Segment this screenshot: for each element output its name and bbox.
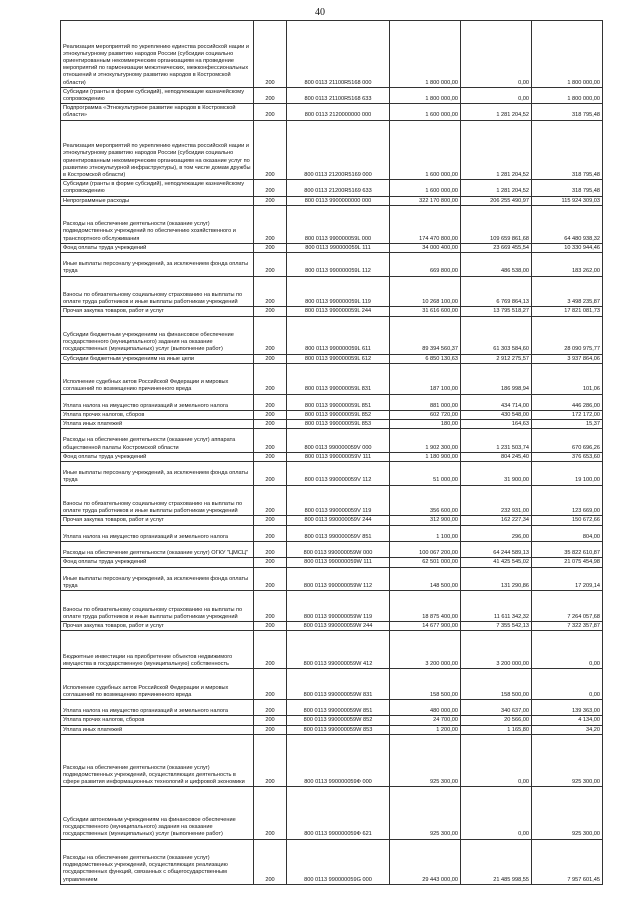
remainder-amount-cell: 34,20 xyxy=(532,725,603,734)
line-code-cell: 200 xyxy=(254,363,287,394)
table-row xyxy=(61,525,603,541)
table-row xyxy=(61,567,603,591)
expense-name-cell: Уплата прочих налогов, сборов xyxy=(61,410,254,419)
expense-name-cell: Уплата налога на имущество организаций и земельного налога xyxy=(61,525,254,541)
table-row xyxy=(61,410,603,419)
expense-name-cell: Прочая закупка товаров, работ и услуг xyxy=(61,516,254,525)
expense-name-cell: Реализация мероприятий по укреплению единства российской нации и этнокультурному развитию народов России (субсидии социально ориентированным некоммерческим организациям на оказание услуг по развитию этнокультурной инфраструктуры), в том числе домам дружбы в Костромской области) xyxy=(61,120,254,180)
remainder-amount-cell: 21 075 454,98 xyxy=(532,558,603,567)
line-code-cell: 200 xyxy=(254,21,287,88)
expense-name-cell: Субсидии бюджетным учреждениям на иные цели xyxy=(61,354,254,363)
approved-amount-cell: 100 067 200,00 xyxy=(390,542,461,558)
expense-name-cell: Расходы на обеспечение деятельности (оказание услуг) подведомственных учреждений, осуществляющих реализацию государственных функций, связанных с общегосударственным управлением xyxy=(61,839,254,884)
approved-amount-cell: 34 000 400,00 xyxy=(390,243,461,252)
remainder-amount-cell: 7 957 601,45 xyxy=(532,839,603,884)
executed-amount-cell: 1 231 503,74 xyxy=(461,429,532,453)
remainder-amount-cell: 3 937 864,06 xyxy=(532,354,603,363)
expense-name-cell: Субсидии бюджетным учреждениям на финансовое обеспечение государственного (муниципального) задания на оказание государственных (муниципальных) услуг (выполнение работ) xyxy=(61,316,254,354)
expense-name-cell: Взносы по обязательному социальному страхованию на выплаты по оплате труда работников и иные выплаты работникам учреждений xyxy=(61,485,254,516)
table-row xyxy=(61,363,603,394)
table-row xyxy=(61,669,603,700)
line-code-cell: 200 xyxy=(254,180,287,196)
approved-amount-cell: 1 800 000,00 xyxy=(390,87,461,103)
approved-amount-cell: 1 600 000,00 xyxy=(390,120,461,180)
remainder-amount-cell: 1 800 000,00 xyxy=(532,21,603,88)
approved-amount-cell: 180,00 xyxy=(390,420,461,429)
remainder-amount-cell: 15,37 xyxy=(532,420,603,429)
table-row xyxy=(61,542,603,558)
executed-amount-cell: 1 165,80 xyxy=(461,725,532,734)
table-row xyxy=(61,87,603,103)
approved-amount-cell: 669 800,00 xyxy=(390,252,461,276)
budget-code-cell: 800 0113 990000059W 853 xyxy=(287,725,390,734)
line-code-cell: 200 xyxy=(254,725,287,734)
table-row xyxy=(61,243,603,252)
line-code-cell: 200 xyxy=(254,196,287,205)
remainder-amount-cell: 0,00 xyxy=(532,631,603,669)
executed-amount-cell: 1 281 204,52 xyxy=(461,104,532,120)
executed-amount-cell: 186 998,94 xyxy=(461,363,532,394)
approved-amount-cell: 1 600 000,00 xyxy=(390,180,461,196)
executed-amount-cell: 0,00 xyxy=(461,87,532,103)
expense-name-cell: Бюджетные инвестиции на приобретение объектов недвижимого имущества в государственную (муниципальную) собственность xyxy=(61,631,254,669)
remainder-amount-cell: 318 795,48 xyxy=(532,104,603,120)
line-code-cell: 200 xyxy=(254,669,287,700)
budget-code-cell: 800 0113 990000059W 852 xyxy=(287,716,390,725)
budget-code-cell: 800 0113 990000059L 112 xyxy=(287,252,390,276)
approved-amount-cell: 62 501 000,00 xyxy=(390,558,461,567)
executed-amount-cell: 296,00 xyxy=(461,525,532,541)
budget-code-cell: 800 0113 21100R5168 633 xyxy=(287,87,390,103)
approved-amount-cell: 174 470 800,00 xyxy=(390,205,461,243)
expense-name-cell: Фонд оплаты труда учреждений xyxy=(61,243,254,252)
table-row xyxy=(61,104,603,120)
budget-code-cell: 800 0113 990000059W 000 xyxy=(287,542,390,558)
executed-amount-cell: 131 290,86 xyxy=(461,567,532,591)
line-code-cell: 200 xyxy=(254,558,287,567)
line-code-cell: 200 xyxy=(254,699,287,715)
approved-amount-cell: 158 500,00 xyxy=(390,669,461,700)
budget-code-cell: 800 0113 21200R5169 000 xyxy=(287,120,390,180)
remainder-amount-cell: 123 669,00 xyxy=(532,485,603,516)
remainder-amount-cell: 4 134,00 xyxy=(532,716,603,725)
approved-amount-cell: 14 677 900,00 xyxy=(390,621,461,630)
executed-amount-cell: 20 566,00 xyxy=(461,716,532,725)
remainder-amount-cell: 139 363,00 xyxy=(532,699,603,715)
line-code-cell: 200 xyxy=(254,87,287,103)
budget-code-cell: 800 0113 990000059W 119 xyxy=(287,591,390,622)
expense-name-cell: Уплата прочих налогов, сборов xyxy=(61,716,254,725)
table-row xyxy=(61,558,603,567)
table-row xyxy=(61,516,603,525)
executed-amount-cell: 430 548,00 xyxy=(461,410,532,419)
remainder-amount-cell: 150 672,66 xyxy=(532,516,603,525)
line-code-cell: 200 xyxy=(254,354,287,363)
remainder-amount-cell: 318 795,48 xyxy=(532,120,603,180)
expense-name-cell: Уплата налога на имущество организаций и земельного налога xyxy=(61,699,254,715)
expense-name-cell: Иные выплаты персоналу учреждений, за исключением фонда оплаты труда xyxy=(61,462,254,486)
budget-table-body xyxy=(61,21,603,885)
budget-code-cell: 800 0113 9900000000 000 xyxy=(287,196,390,205)
line-code-cell: 200 xyxy=(254,452,287,461)
table-row xyxy=(61,21,603,88)
approved-amount-cell: 10 268 100,00 xyxy=(390,276,461,307)
remainder-amount-cell: 101,06 xyxy=(532,363,603,394)
approved-amount-cell: 925 300,00 xyxy=(390,734,461,786)
line-code-cell: 200 xyxy=(254,205,287,243)
table-row xyxy=(61,276,603,307)
executed-amount-cell: 21 485 998,55 xyxy=(461,839,532,884)
table-row xyxy=(61,621,603,630)
remainder-amount-cell: 318 795,48 xyxy=(532,180,603,196)
approved-amount-cell: 3 200 000,00 xyxy=(390,631,461,669)
budget-code-cell: 800 0113 21100R5168 000 xyxy=(287,21,390,88)
approved-amount-cell: 31 616 600,00 xyxy=(390,307,461,316)
table-row xyxy=(61,307,603,316)
expense-name-cell: Иные выплаты персоналу учреждений, за исключением фонда оплаты труда xyxy=(61,567,254,591)
remainder-amount-cell: 115 924 309,03 xyxy=(532,196,603,205)
remainder-amount-cell: 35 822 610,87 xyxy=(532,542,603,558)
budget-table xyxy=(60,20,603,885)
table-row xyxy=(61,591,603,622)
budget-code-cell: 800 0113 990000059L 831 xyxy=(287,363,390,394)
budget-code-cell: 800 0113 990000059V 851 xyxy=(287,525,390,541)
expense-name-cell: Реализация мероприятий по укреплению единства российской нации и этнокультурному развитию народов России (субсидии социально ориентированным некоммерческим организациям на проведение мероприятий по гармонизации межэтнических, межконфессиональных отношений и этнокультурному развитию народов в Костромской области) xyxy=(61,21,254,88)
budget-code-cell: 800 0113 990000059W 112 xyxy=(287,567,390,591)
approved-amount-cell: 1 100,00 xyxy=(390,525,461,541)
expense-name-cell: Уплата налога на имущество организаций и земельного налога xyxy=(61,394,254,410)
table-row xyxy=(61,725,603,734)
remainder-amount-cell: 446 286,00 xyxy=(532,394,603,410)
expense-name-cell: Прочая закупка товаров, работ и услуг xyxy=(61,621,254,630)
line-code-cell: 200 xyxy=(254,252,287,276)
executed-amount-cell: 1 281 204,52 xyxy=(461,120,532,180)
executed-amount-cell: 232 931,00 xyxy=(461,485,532,516)
line-code-cell: 200 xyxy=(254,316,287,354)
executed-amount-cell: 0,00 xyxy=(461,787,532,839)
executed-amount-cell: 486 538,00 xyxy=(461,252,532,276)
remainder-amount-cell: 925 300,00 xyxy=(532,734,603,786)
approved-amount-cell: 24 700,00 xyxy=(390,716,461,725)
approved-amount-cell: 1 180 900,00 xyxy=(390,452,461,461)
executed-amount-cell: 109 659 861,68 xyxy=(461,205,532,243)
budget-code-cell: 800 0113 990000059L 119 xyxy=(287,276,390,307)
line-code-cell: 200 xyxy=(254,542,287,558)
line-code-cell: 200 xyxy=(254,525,287,541)
approved-amount-cell: 148 500,00 xyxy=(390,567,461,591)
expense-name-cell: Расходы на обеспечение деятельности (оказание услуг) ОГКУ "ЦМСЦ" xyxy=(61,542,254,558)
line-code-cell: 200 xyxy=(254,120,287,180)
table-row xyxy=(61,205,603,243)
expense-name-cell: Непрограммные расходы xyxy=(61,196,254,205)
remainder-amount-cell: 925 300,00 xyxy=(532,787,603,839)
remainder-amount-cell: 0,00 xyxy=(532,669,603,700)
remainder-amount-cell: 3 498 235,87 xyxy=(532,276,603,307)
budget-code-cell: 800 0113 2120000000 000 xyxy=(287,104,390,120)
budget-code-cell: 800 0113 990000059L 000 xyxy=(287,205,390,243)
approved-amount-cell: 89 394 560,37 xyxy=(390,316,461,354)
line-code-cell: 200 xyxy=(254,243,287,252)
remainder-amount-cell: 10 330 944,46 xyxy=(532,243,603,252)
executed-amount-cell: 164,63 xyxy=(461,420,532,429)
table-row xyxy=(61,699,603,715)
line-code-cell: 200 xyxy=(254,734,287,786)
expense-name-cell: Субсидии автономным учреждениям на финансовое обеспечение государственного (муниципального) задания на оказание государственных (муниципальных) услуг (выполнение работ) xyxy=(61,787,254,839)
budget-code-cell: 800 0113 990000059L 612 xyxy=(287,354,390,363)
remainder-amount-cell: 64 480 938,32 xyxy=(532,205,603,243)
table-row xyxy=(61,420,603,429)
executed-amount-cell: 1 281 204,52 xyxy=(461,180,532,196)
approved-amount-cell: 322 170 800,00 xyxy=(390,196,461,205)
line-code-cell: 200 xyxy=(254,591,287,622)
line-code-cell: 200 xyxy=(254,485,287,516)
line-code-cell: 200 xyxy=(254,462,287,486)
remainder-amount-cell: 28 090 975,77 xyxy=(532,316,603,354)
line-code-cell: 200 xyxy=(254,104,287,120)
remainder-amount-cell: 17 209,14 xyxy=(532,567,603,591)
approved-amount-cell: 51 000,00 xyxy=(390,462,461,486)
line-code-cell: 200 xyxy=(254,276,287,307)
executed-amount-cell: 6 769 864,13 xyxy=(461,276,532,307)
budget-code-cell: 800 0113 990000059W 851 xyxy=(287,699,390,715)
executed-amount-cell: 13 795 518,27 xyxy=(461,307,532,316)
table-row xyxy=(61,485,603,516)
line-code-cell: 200 xyxy=(254,631,287,669)
remainder-amount-cell: 172 172,00 xyxy=(532,410,603,419)
expense-name-cell: Взносы по обязательному социальному страхованию на выплаты по оплате труда работников и иные выплаты работникам учреждений xyxy=(61,276,254,307)
approved-amount-cell: 881 000,00 xyxy=(390,394,461,410)
page-number: 40 xyxy=(315,7,325,18)
remainder-amount-cell: 7 322 357,87 xyxy=(532,621,603,630)
line-code-cell: 200 xyxy=(254,787,287,839)
budget-code-cell: 800 0113 990000059V 000 xyxy=(287,429,390,453)
budget-code-cell: 800 0113 21200R5169 633 xyxy=(287,180,390,196)
approved-amount-cell: 602 720,00 xyxy=(390,410,461,419)
executed-amount-cell: 162 227,34 xyxy=(461,516,532,525)
expense-name-cell: Иные выплаты персоналу учреждений, за исключением фонда оплаты труда xyxy=(61,252,254,276)
remainder-amount-cell: 804,00 xyxy=(532,525,603,541)
expense-name-cell: Расходы на обеспечение деятельности (оказание услуг) подведомственных учреждений, осуществляющих деятельность в сфере развития информационных технологий и цифровой экономики xyxy=(61,734,254,786)
remainder-amount-cell: 17 821 081,73 xyxy=(532,307,603,316)
expense-name-cell: Фонд оплаты труда учреждений xyxy=(61,558,254,567)
executed-amount-cell: 3 200 000,00 xyxy=(461,631,532,669)
approved-amount-cell: 925 300,00 xyxy=(390,787,461,839)
budget-code-cell: 800 0113 990000059V 244 xyxy=(287,516,390,525)
executed-amount-cell: 434 714,00 xyxy=(461,394,532,410)
line-code-cell: 200 xyxy=(254,429,287,453)
expense-name-cell: Исполнение судебных актов Российской Федерации и мировых соглашений по возмещению причиненного вреда xyxy=(61,363,254,394)
budget-code-cell: 800 0113 990000059L 851 xyxy=(287,394,390,410)
executed-amount-cell: 206 255 490,97 xyxy=(461,196,532,205)
approved-amount-cell: 29 443 000,00 xyxy=(390,839,461,884)
executed-amount-cell: 158 500,00 xyxy=(461,669,532,700)
expense-name-cell: Уплата иных платежей xyxy=(61,725,254,734)
table-row xyxy=(61,196,603,205)
remainder-amount-cell: 19 100,00 xyxy=(532,462,603,486)
line-code-cell: 200 xyxy=(254,410,287,419)
table-row xyxy=(61,839,603,884)
budget-code-cell: 800 0113 990000059G 000 xyxy=(287,839,390,884)
remainder-amount-cell: 7 264 057,68 xyxy=(532,591,603,622)
expense-name-cell: Субсидии (гранты в форме субсидий), неподлежащие казначейскому сопровождению xyxy=(61,87,254,103)
table-row xyxy=(61,394,603,410)
line-code-cell: 200 xyxy=(254,716,287,725)
approved-amount-cell: 18 875 400,00 xyxy=(390,591,461,622)
budget-code-cell: 800 0113 990000059W 244 xyxy=(287,621,390,630)
approved-amount-cell: 1 200,00 xyxy=(390,725,461,734)
budget-code-cell: 800 0113 990000059L 853 xyxy=(287,420,390,429)
executed-amount-cell: 61 303 584,60 xyxy=(461,316,532,354)
executed-amount-cell: 31 900,00 xyxy=(461,462,532,486)
expense-name-cell: Расходы на обеспечение деятельности (оказание услуг) аппарата общественной палаты Костромской области xyxy=(61,429,254,453)
budget-code-cell: 800 0113 990000059W 412 xyxy=(287,631,390,669)
budget-code-cell: 800 0113 990000059L 611 xyxy=(287,316,390,354)
line-code-cell: 200 xyxy=(254,307,287,316)
remainder-amount-cell: 183 262,00 xyxy=(532,252,603,276)
table-row xyxy=(61,462,603,486)
approved-amount-cell: 480 000,00 xyxy=(390,699,461,715)
executed-amount-cell: 11 611 342,32 xyxy=(461,591,532,622)
approved-amount-cell: 1 600 000,00 xyxy=(390,104,461,120)
expense-name-cell: Исполнение судебных актов Российской Федерации и мировых соглашений по возмещению причиненного вреда xyxy=(61,669,254,700)
approved-amount-cell: 312 900,00 xyxy=(390,516,461,525)
line-code-cell: 200 xyxy=(254,420,287,429)
budget-code-cell: 800 0113 990000059V 119 xyxy=(287,485,390,516)
expense-name-cell: Субсидии (гранты в форме субсидий), неподлежащие казначейскому сопровождению xyxy=(61,180,254,196)
budget-code-cell: 800 0113 990000059V 112 xyxy=(287,462,390,486)
expense-name-cell: Фонд оплаты труда учреждений xyxy=(61,452,254,461)
table-row xyxy=(61,452,603,461)
executed-amount-cell: 804 245,40 xyxy=(461,452,532,461)
expense-name-cell: Расходы на обеспечение деятельности (оказание услуг) подведомственных учреждений по обеспечению хозяйственного и транспортного обслуживания xyxy=(61,205,254,243)
budget-code-cell: 800 0113 990000059V 111 xyxy=(287,452,390,461)
approved-amount-cell: 1 902 300,00 xyxy=(390,429,461,453)
table-row xyxy=(61,316,603,354)
executed-amount-cell: 340 637,00 xyxy=(461,699,532,715)
budget-code-cell: 800 0113 990000059L 111 xyxy=(287,243,390,252)
expense-name-cell: Прочая закупка товаров, работ и услуг xyxy=(61,307,254,316)
line-code-cell: 200 xyxy=(254,516,287,525)
executed-amount-cell: 2 912 275,57 xyxy=(461,354,532,363)
budget-code-cell: 800 0113 990000059W 111 xyxy=(287,558,390,567)
table-row xyxy=(61,252,603,276)
approved-amount-cell: 356 600,00 xyxy=(390,485,461,516)
executed-amount-cell: 23 669 455,54 xyxy=(461,243,532,252)
line-code-cell: 200 xyxy=(254,621,287,630)
budget-code-cell: 800 0113 990000059L 244 xyxy=(287,307,390,316)
executed-amount-cell: 0,00 xyxy=(461,734,532,786)
table-row xyxy=(61,716,603,725)
table-row xyxy=(61,631,603,669)
budget-code-cell: 800 0113 990000059L 852 xyxy=(287,410,390,419)
line-code-cell: 200 xyxy=(254,394,287,410)
table-row xyxy=(61,180,603,196)
table-row xyxy=(61,429,603,453)
remainder-amount-cell: 1 800 000,00 xyxy=(532,87,603,103)
table-row xyxy=(61,354,603,363)
budget-code-cell: 800 0113 990000059Ф 621 xyxy=(287,787,390,839)
expense-name-cell: Подпрограмма «Этнокультурное развитие народов в Костромской области» xyxy=(61,104,254,120)
executed-amount-cell: 41 425 545,02 xyxy=(461,558,532,567)
remainder-amount-cell: 670 696,26 xyxy=(532,429,603,453)
expense-name-cell: Взносы по обязательному социальному страхованию на выплаты по оплате труда работников и иные выплаты работникам учреждений xyxy=(61,591,254,622)
line-code-cell: 200 xyxy=(254,839,287,884)
expense-name-cell: Уплата иных платежей xyxy=(61,420,254,429)
remainder-amount-cell: 376 653,60 xyxy=(532,452,603,461)
approved-amount-cell: 1 800 000,00 xyxy=(390,21,461,88)
table-row xyxy=(61,120,603,180)
line-code-cell: 200 xyxy=(254,567,287,591)
table-row xyxy=(61,787,603,839)
budget-code-cell: 800 0113 990000059Ф 000 xyxy=(287,734,390,786)
budget-code-cell: 800 0113 990000059W 831 xyxy=(287,669,390,700)
approved-amount-cell: 6 850 130,63 xyxy=(390,354,461,363)
executed-amount-cell: 0,00 xyxy=(461,21,532,88)
table-row xyxy=(61,734,603,786)
approved-amount-cell: 187 100,00 xyxy=(390,363,461,394)
executed-amount-cell: 7 355 542,13 xyxy=(461,621,532,630)
executed-amount-cell: 64 244 589,13 xyxy=(461,542,532,558)
